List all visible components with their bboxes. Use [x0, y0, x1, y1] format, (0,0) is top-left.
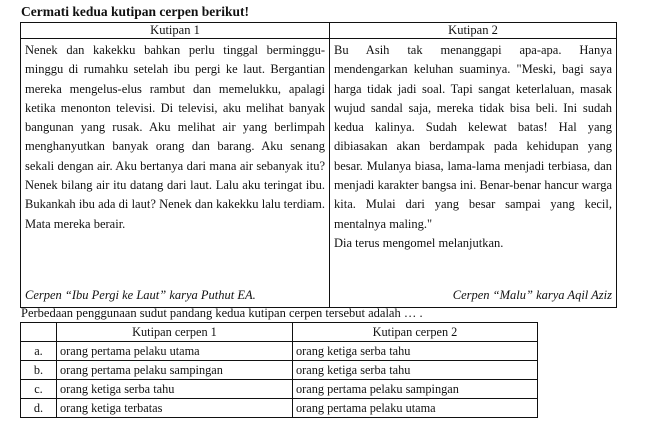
answers-header-option — [21, 323, 57, 342]
answer-row-b[interactable] — [21, 361, 538, 380]
passages-table — [20, 22, 617, 308]
excerpt2-text: Bu Asih tak menanggapi apa-apa. Hanya mendengarkan keluhan suaminya. "Meski, bagi saya harga tidak jadi soal. Tapi sangat keterlaluan, masak wujud sandal saja, mereka tidak bisa beli. Ini sudah kedua kalinya. Sudah kelewat batas! Hal yang dibiasakan akan berdampak pada kehidupan yang besar. Mulanya biasa, lama-lama menjadi terbiasa, dan menjadi karakter bangsa ini. Benar-benar hancur warga kita. Mulai dari yang besar sampai yang kecil, mentalnya maling." — [334, 43, 612, 231]
option-letter[interactable]: b. — [21, 361, 57, 380]
excerpt1-source: Cerpen “Ibu Pergi ke Laut” karya Puthut EA. — [25, 288, 256, 302]
excerpt2-text-extra: Dia terus mengomel melanjutkan. — [334, 235, 504, 250]
excerpt2-source: Cerpen “Malu” karya Aqil Aziz — [452, 288, 612, 302]
answers-header-excerpt2: Kutipan cerpen 2 — [293, 323, 538, 342]
option-excerpt2-value: orang ketiga serba tahu — [293, 361, 538, 380]
excerpt2-cell — [330, 39, 617, 308]
answers-header-excerpt1: Kutipan cerpen 1 — [57, 323, 293, 342]
excerpt1-cell — [21, 39, 330, 308]
option-excerpt2-value: orang ketiga serba tahu — [293, 342, 538, 361]
option-excerpt1-value: orang ketiga terbatas — [57, 399, 293, 418]
answer-options-table — [20, 322, 538, 418]
option-letter[interactable]: c. — [21, 380, 57, 399]
option-letter[interactable]: d. — [21, 399, 57, 418]
excerpt1-text: Nenek dan kakekku bahkan perlu tinggal berminggu-minggu di rumahku setelah ibu pergi ke laut. Bergantian mereka mengelus-elus rambut dan memelukku, apalagi ketika menonton televisi. Di televisi, aku melihat banyak bangunan yang rusak. Aku melihat air yang berlimpah menghanyutkan banyak orang dan barang. Aku senang sekali dengan air. Aku bertanya dari mana air sebanyak itu? Nenek bilang air itu datang dari laut. Lalu aku teringat ibu. Bukankah ibu ada di laut? Nenek dan kakekku lalu terdiam. Mata mereka berair. — [25, 43, 325, 231]
option-excerpt1-value: orang pertama pelaku sampingan — [57, 361, 293, 380]
answer-row-a[interactable] — [21, 342, 538, 361]
excerpt2-header: Kutipan 2 — [330, 23, 617, 39]
option-excerpt1-value: orang pertama pelaku utama — [57, 342, 293, 361]
instruction-text: Cermati kedua kutipan cerpen berikut! — [21, 4, 250, 19]
excerpt1-header: Kutipan 1 — [21, 23, 330, 39]
answer-row-c[interactable] — [21, 380, 538, 399]
option-excerpt1-value: orang ketiga serba tahu — [57, 380, 293, 399]
option-excerpt2-value: orang pertama pelaku utama — [293, 399, 538, 418]
option-letter[interactable]: a. — [21, 342, 57, 361]
answer-row-d[interactable] — [21, 399, 538, 418]
question-text: Perbedaan penggunaan sudut pandang kedua kutipan cerpen tersebut adalah … . — [21, 306, 423, 320]
option-excerpt2-value: orang pertama pelaku sampingan — [293, 380, 538, 399]
